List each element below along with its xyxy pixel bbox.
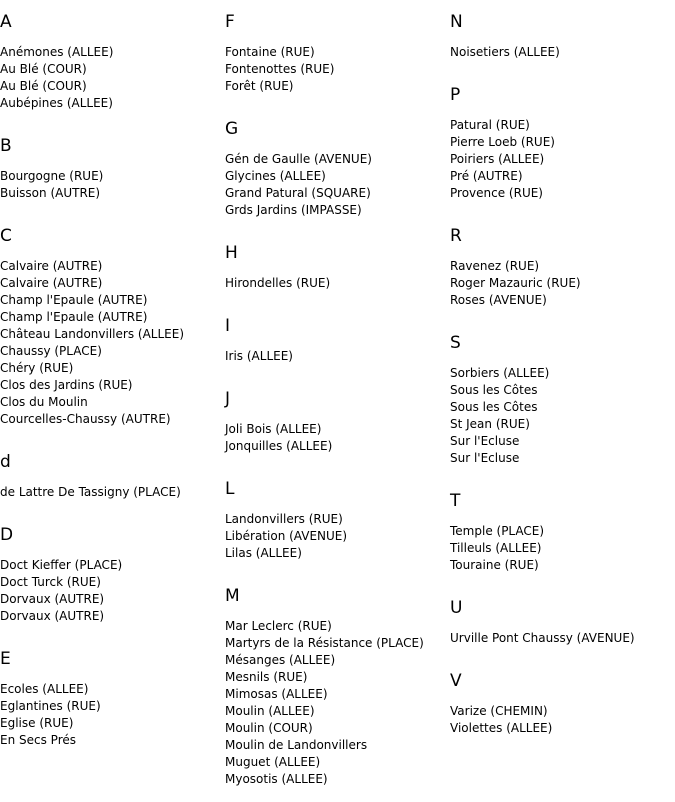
letter-heading: S [450, 333, 461, 353]
letter-group [0, 124, 220, 214]
letter-group [225, 0, 445, 107]
street-item: Provence (RUE) [450, 186, 543, 200]
letter-group [0, 637, 220, 761]
letter-group [0, 513, 220, 637]
street-item: Bourgogne (RUE) [0, 169, 104, 183]
street-item: En Secs Prés [0, 733, 76, 747]
street-list [450, 105, 670, 214]
street-item: Landonvillers (RUE) [225, 512, 343, 526]
street-item: Poiriers (ALLEE) [450, 152, 545, 166]
street-item: Muguet (ALLEE) [225, 755, 321, 769]
street-item: Eglantines (RUE) [0, 699, 101, 713]
street-item: Martyrs de la Résistance (PLACE) [225, 636, 424, 650]
street-item: Calvaire (AUTRE) [0, 276, 103, 290]
index-column [225, 0, 445, 800]
letter-heading: C [0, 226, 12, 246]
street-list [0, 472, 220, 513]
street-list [225, 606, 445, 800]
letter-heading: H [225, 243, 238, 263]
letter-heading: M [225, 586, 240, 606]
street-item: Mésanges (ALLEE) [225, 653, 336, 667]
street-list [0, 32, 220, 124]
street-item: Champ l'Epaule (AUTRE) [0, 310, 148, 324]
street-item: Buisson (AUTRE) [0, 186, 101, 200]
letter-group [225, 107, 445, 231]
letter-heading: D [0, 525, 14, 545]
letter-group [225, 231, 445, 304]
street-item: Violettes (ALLEE) [450, 721, 553, 735]
street-item: Libération (AVENUE) [225, 529, 348, 543]
street-item: Mimosas (ALLEE) [225, 687, 328, 701]
street-list [0, 669, 220, 761]
street-item: Hirondelles (RUE) [225, 276, 331, 290]
letter-group [450, 586, 670, 659]
street-item: Chaussy (PLACE) [0, 344, 102, 358]
letter-group [450, 214, 670, 321]
letter-heading: L [225, 479, 235, 499]
index-column [0, 0, 220, 761]
letter-heading: E [0, 649, 11, 669]
letter-heading: A [0, 12, 12, 32]
street-list [0, 545, 220, 637]
street-list [225, 336, 445, 377]
street-item: Ecoles (ALLEE) [0, 682, 89, 696]
street-item: Iris (ALLEE) [225, 349, 293, 363]
street-item: Eglise (RUE) [0, 716, 74, 730]
street-list [450, 511, 670, 586]
letter-heading: U [450, 598, 463, 618]
street-item: Glycines (ALLEE) [225, 169, 326, 183]
letter-heading: R [450, 226, 462, 246]
street-item: Chéry (RUE) [0, 361, 74, 375]
street-item: Moulin (COUR) [225, 721, 313, 735]
street-item: Noisetiers (ALLEE) [450, 45, 560, 59]
street-item: Au Blé (COUR) [0, 79, 87, 93]
letter-group [450, 321, 670, 479]
letter-group [225, 377, 445, 467]
street-item: Urville Pont Chaussy (AVENUE) [450, 631, 635, 645]
index-column [450, 0, 670, 749]
letter-group [0, 214, 220, 440]
street-item: St Jean (RUE) [450, 417, 530, 431]
street-list [450, 353, 670, 479]
street-item: Roses (AVENUE) [450, 293, 547, 307]
street-list [225, 499, 445, 574]
letter-heading: d [0, 452, 11, 472]
street-list [0, 156, 220, 214]
letter-heading: B [0, 136, 12, 156]
street-item: Touraine (RUE) [450, 558, 539, 572]
street-item: Dorvaux (AUTRE) [0, 609, 105, 623]
street-item: Temple (PLACE) [450, 524, 545, 538]
street-item: Mesnils (RUE) [225, 670, 308, 684]
street-item: Clos du Moulin [0, 395, 88, 409]
letter-heading: I [225, 316, 231, 336]
street-item: Moulin de Landonvillers [225, 738, 368, 752]
street-item: Patural (RUE) [450, 118, 530, 132]
letter-heading: G [225, 119, 239, 139]
letter-heading: T [450, 491, 461, 511]
street-item: Aubépines (ALLEE) [0, 96, 113, 110]
street-item: Sur l'Ecluse [450, 434, 520, 448]
street-list [225, 32, 445, 107]
street-item: Jonquilles (ALLEE) [225, 439, 333, 453]
letter-group [450, 659, 670, 749]
street-item: Doct Turck (RUE) [0, 575, 101, 589]
letter-heading: F [225, 12, 235, 32]
street-list [225, 409, 445, 467]
street-item: Ravenez (RUE) [450, 259, 540, 273]
street-item: Lilas (ALLEE) [225, 546, 302, 560]
street-item: Château Landonvillers (ALLEE) [0, 327, 185, 341]
letter-group [0, 0, 220, 124]
street-item: Grds Jardins (IMPASSE) [225, 203, 362, 217]
street-item: de Lattre De Tassigny (PLACE) [0, 485, 181, 499]
street-item: Sorbiers (ALLEE) [450, 366, 550, 380]
street-item: Joli Bois (ALLEE) [225, 422, 322, 436]
street-item: Pré (AUTRE) [450, 169, 523, 183]
street-list [450, 32, 670, 73]
street-item: Grand Patural (SQUARE) [225, 186, 371, 200]
street-item: Au Blé (COUR) [0, 62, 87, 76]
letter-heading: V [450, 671, 462, 691]
street-item: Sous les Côtes [450, 400, 538, 414]
street-item: Varize (CHEMIN) [450, 704, 548, 718]
street-item: Fontenottes (RUE) [225, 62, 335, 76]
street-item: Pierre Loeb (RUE) [450, 135, 555, 149]
letter-group [0, 440, 220, 513]
street-item: Courcelles-Chaussy (AUTRE) [0, 412, 171, 426]
street-list [0, 246, 220, 440]
letter-group [225, 467, 445, 574]
letter-group [225, 304, 445, 377]
street-list [450, 691, 670, 749]
letter-group [450, 73, 670, 214]
street-list [225, 139, 445, 231]
street-item: Gén de Gaulle (AVENUE) [225, 152, 372, 166]
street-item: Doct Kieffer (PLACE) [0, 558, 123, 572]
street-list [450, 618, 670, 659]
street-item: Calvaire (AUTRE) [0, 259, 103, 273]
street-item: Forêt (RUE) [225, 79, 294, 93]
letter-group [225, 574, 445, 800]
street-item: Mar Leclerc (RUE) [225, 619, 332, 633]
street-item: Moulin (ALLEE) [225, 704, 315, 718]
street-item: Sous les Côtes [450, 383, 538, 397]
letter-heading: J [225, 389, 231, 409]
street-item: Dorvaux (AUTRE) [0, 592, 105, 606]
street-item: Tilleuls (ALLEE) [450, 541, 542, 555]
street-list [225, 263, 445, 304]
letter-heading: P [450, 85, 461, 105]
street-item: Champ l'Epaule (AUTRE) [0, 293, 148, 307]
street-list [450, 246, 670, 321]
letter-group [450, 479, 670, 586]
street-item: Roger Mazauric (RUE) [450, 276, 581, 290]
letter-heading: N [450, 12, 463, 32]
street-item: Fontaine (RUE) [225, 45, 315, 59]
letter-group [450, 0, 670, 73]
street-item: Sur l'Ecluse [450, 451, 520, 465]
street-item: Anémones (ALLEE) [0, 45, 114, 59]
street-item: Myosotis (ALLEE) [225, 772, 328, 786]
street-item: Clos des Jardins (RUE) [0, 378, 133, 392]
